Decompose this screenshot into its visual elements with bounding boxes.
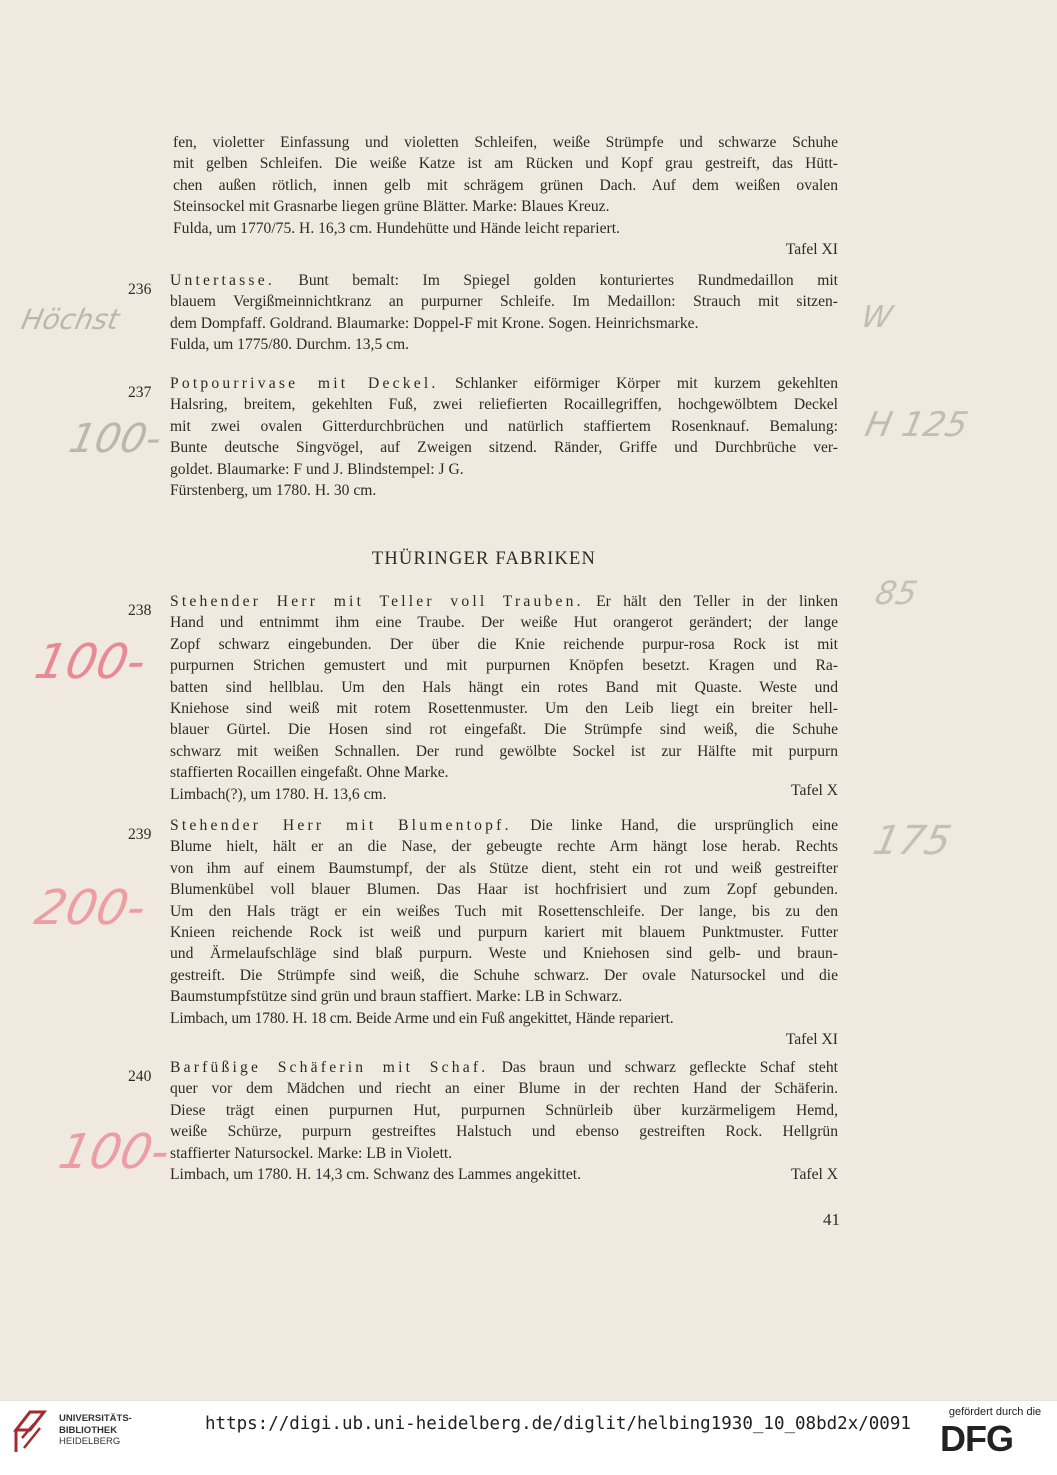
entry-title: Potpourrivase mit Deckel. bbox=[170, 375, 439, 392]
entry-title: Barfüßige Schäferin mit Schaf. bbox=[170, 1059, 489, 1076]
text-line: quer vor dem Mädchen und riecht an einer Blume in der rechten Hand der Schäferin. bbox=[170, 1080, 838, 1098]
entry-title: Stehender Herr mit Teller voll Trauben. bbox=[170, 593, 584, 610]
dfg-logo[interactable] bbox=[940, 1406, 1050, 1460]
annotation-price-100-red: 100- bbox=[54, 1124, 175, 1180]
entry-number: 240 bbox=[128, 1068, 152, 1085]
annotation-w: W bbox=[858, 300, 896, 335]
annotation-price-100: 100- bbox=[65, 416, 166, 462]
logo-line: UNIVERSITÄTS- bbox=[59, 1413, 132, 1424]
text-line: gestreift. Die Strümpfe sind weiß, die Schuhe schwarz. Der ovale Natursockel und die bbox=[170, 966, 838, 984]
text-line: und Ärmelaufschläge sind blaß purpurn. Weste und Kniehosen sind gelb- und braun- bbox=[170, 945, 838, 963]
text-line: von ihm auf einem Baumstumpf, der als Stütze dient, steht ein rot und weiß gestreifter bbox=[170, 859, 838, 877]
text-line: weiße Schürze, purpurn gestreiftes Halstuch und ebenso gestreiften Rock. Hellgrün bbox=[170, 1123, 838, 1141]
text-line: schwarz mit weißen Schnallen. Der rund gewölbte Sockel ist zur Hälfte mit purpurn bbox=[170, 742, 838, 760]
tafel-reference: Tafel X bbox=[791, 781, 838, 799]
text-line: Bunte deutsche Singvögel, auf Zweigen sitzend. Ränder, Griffe und Durchbrüche ver- bbox=[170, 439, 838, 457]
tafel-reference: Tafel XI bbox=[785, 241, 838, 259]
page-number: 41 bbox=[823, 1210, 840, 1229]
text-line: staffierter Natursockel. Marke: LB in Violett. bbox=[170, 1144, 453, 1162]
text-line: mit gelben Schleifen. Die weiße Katze ist am Rücken und Kopf grau gestreift, das Hütt- bbox=[173, 155, 838, 173]
logo-line: HEIDELBERG bbox=[59, 1436, 121, 1447]
text-line: Limbach(?), um 1780. H. 13,6 cm. bbox=[170, 785, 387, 803]
text-line: blauer Gürtel. Die Hosen sind rot eingefaßt. Die Strümpfe sind weiß, die Schuhe bbox=[170, 721, 838, 739]
annotation-h125: H 125 bbox=[861, 405, 972, 445]
text-line: Limbach, um 1780. H. 14,3 cm. Schwanz des Lammes angekittet. bbox=[170, 1166, 581, 1184]
text-line: chen außen rötlich, innen gelb mit schrägem grünen Dach. Auf dem weißen ovalen bbox=[173, 176, 838, 194]
text-line: batten sind hellblau. Um den Hals hängt ein rotes Band mit Quaste. Weste und bbox=[170, 678, 838, 696]
text-line: staffierten Rocaillen eingefaßt. Ohne Marke. bbox=[170, 764, 449, 782]
entry-number: 237 bbox=[128, 384, 152, 401]
text-line: Fulda, um 1770/75. H. 16,3 cm. Hundehütte und Hände leicht repariert. bbox=[173, 219, 620, 237]
text-line: Baumstumpfstütze sind grün und braun staffiert. Marke: LB in Schwarz. bbox=[170, 988, 623, 1006]
text-line: Fulda, um 1775/80. Durchm. 13,5 cm. bbox=[170, 336, 410, 354]
text-line: Schlanker eiförmiger Körper mit kurzem gekehlten bbox=[438, 375, 838, 392]
text-line: dem Dompfaff. Goldrand. Blaumarke: Doppel-F mit Krone. Sogen. Heinrichsmarke. bbox=[170, 314, 699, 332]
text-line: fen, violetter Einfassung und violetten Schleifen, weiße Strümpfe und schwarze Schuhe bbox=[173, 134, 838, 151]
logo-line: BIBLIOTHEK bbox=[59, 1424, 118, 1436]
text-line: Die linke Hand, die ursprünglich eine bbox=[511, 817, 838, 834]
entry-number: 239 bbox=[128, 826, 152, 843]
catalog-entry bbox=[170, 1057, 838, 1185]
text-line: Das braun und schwarz gefleckte Schaf steht bbox=[488, 1059, 838, 1076]
tafel-reference: Tafel XI bbox=[785, 1031, 838, 1049]
text-line: mit zwei ovalen Gitterdurchbrüchen und natürlich staffiertem Rosenknauf. Bemalung: bbox=[170, 417, 838, 435]
entry-number: 238 bbox=[128, 602, 152, 619]
entry-title: Untertasse. bbox=[170, 272, 275, 289]
text-line: blauem Vergißmeinnichtkranz an purpurner Schleife. Im Medaillon: Strauch mit sitzen- bbox=[170, 293, 838, 311]
document-url-link[interactable]: https://digi.ub.uni-heidelberg.de/diglit/helbing1930_10_08bd2x/0091 bbox=[205, 1414, 911, 1434]
catalog-entry bbox=[170, 591, 838, 805]
section-heading: THÜRINGER FABRIKEN bbox=[371, 549, 597, 569]
university-library-logo[interactable] bbox=[12, 1408, 182, 1456]
text-line: Knieen reichende Rock ist weiß und purpurn kariert mit blauem Punktmuster. Futter bbox=[170, 924, 838, 942]
text-line: Blumenkübel voll blauer Blumen. Das Haar ist hochfrisiert und zum Zopf gebunden. bbox=[170, 881, 838, 899]
entry-number: 236 bbox=[128, 281, 152, 298]
text-line: goldet. Blaumarke: F und J. Blindstempel: J G. bbox=[170, 460, 464, 478]
text-line: purpurnen Strichen gemustert und mit purpurnen Knöpfen besetzt. Kragen und Ra- bbox=[170, 657, 838, 675]
entry-title: Stehender Herr mit Blumentopf. bbox=[170, 817, 512, 834]
text-line: Er hält den Teller in der linken bbox=[583, 593, 838, 610]
funder-name: DFG bbox=[940, 1418, 1013, 1459]
catalog-entry bbox=[170, 270, 838, 356]
text-line: Zopf schwarz eingebunden. Der über die Knie reichende purpur-rosa Rock ist mit bbox=[170, 635, 838, 653]
annotation-hoechst: Höchst bbox=[18, 303, 123, 336]
text-line: Limbach, um 1780. H. 18 cm. Beide Arme und ein Fuß angekittet, Hände repariert. bbox=[170, 1009, 674, 1027]
text-line: Hand und entnimmt ihm eine Traube. Der weiße Hut orangerot gerändert; der lange bbox=[170, 614, 838, 632]
text-line: Bunt bemalt: Im Spiegel golden konturiertes Rundmedaillon mit bbox=[274, 272, 838, 289]
text-line: Kniehose sind weiß mit rotem Rosettenmuster. Um den Leib liegt ein breiter hell- bbox=[170, 700, 838, 718]
text-line: Um den Hals trägt er ein weißes Tuch mit Rosettenschleife. Der lange, bis zu den bbox=[170, 902, 838, 920]
intro-paragraph bbox=[173, 132, 838, 260]
library-emblem-icon bbox=[12, 1408, 52, 1454]
text-line: Blume hielt, hält er an die Nase, der gebeugte rechte Arm hängt lose herab. Rechts bbox=[170, 838, 838, 856]
text-line: Fürstenberg, um 1780. H. 30 cm. bbox=[170, 482, 377, 500]
text-line: Diese trägt einen purpurnen Hut, purpurnen Schnürleib über kurzärmeligem Hemd, bbox=[170, 1101, 838, 1119]
annotation-price-200-red: 200- bbox=[30, 880, 151, 936]
text-line: Steinsockel mit Grasnarbe liegen grüne Blätter. Marke: Blaues Kreuz. bbox=[173, 198, 610, 216]
funding-note: gefördert durch die bbox=[948, 1406, 1042, 1418]
annotation-175: 175 bbox=[869, 818, 956, 864]
tafel-reference: Tafel X bbox=[791, 1166, 838, 1184]
catalog-entry bbox=[170, 815, 838, 1050]
annotation-85: 85 bbox=[871, 574, 921, 612]
text-line: Halsring, breitem, gekehlten Fuß, zwei reliefierten Rocaillegriffen, hochgewölbtem Deckel bbox=[170, 396, 838, 414]
annotation-price-100-red: 100- bbox=[30, 634, 151, 690]
catalog-entry bbox=[170, 373, 838, 501]
